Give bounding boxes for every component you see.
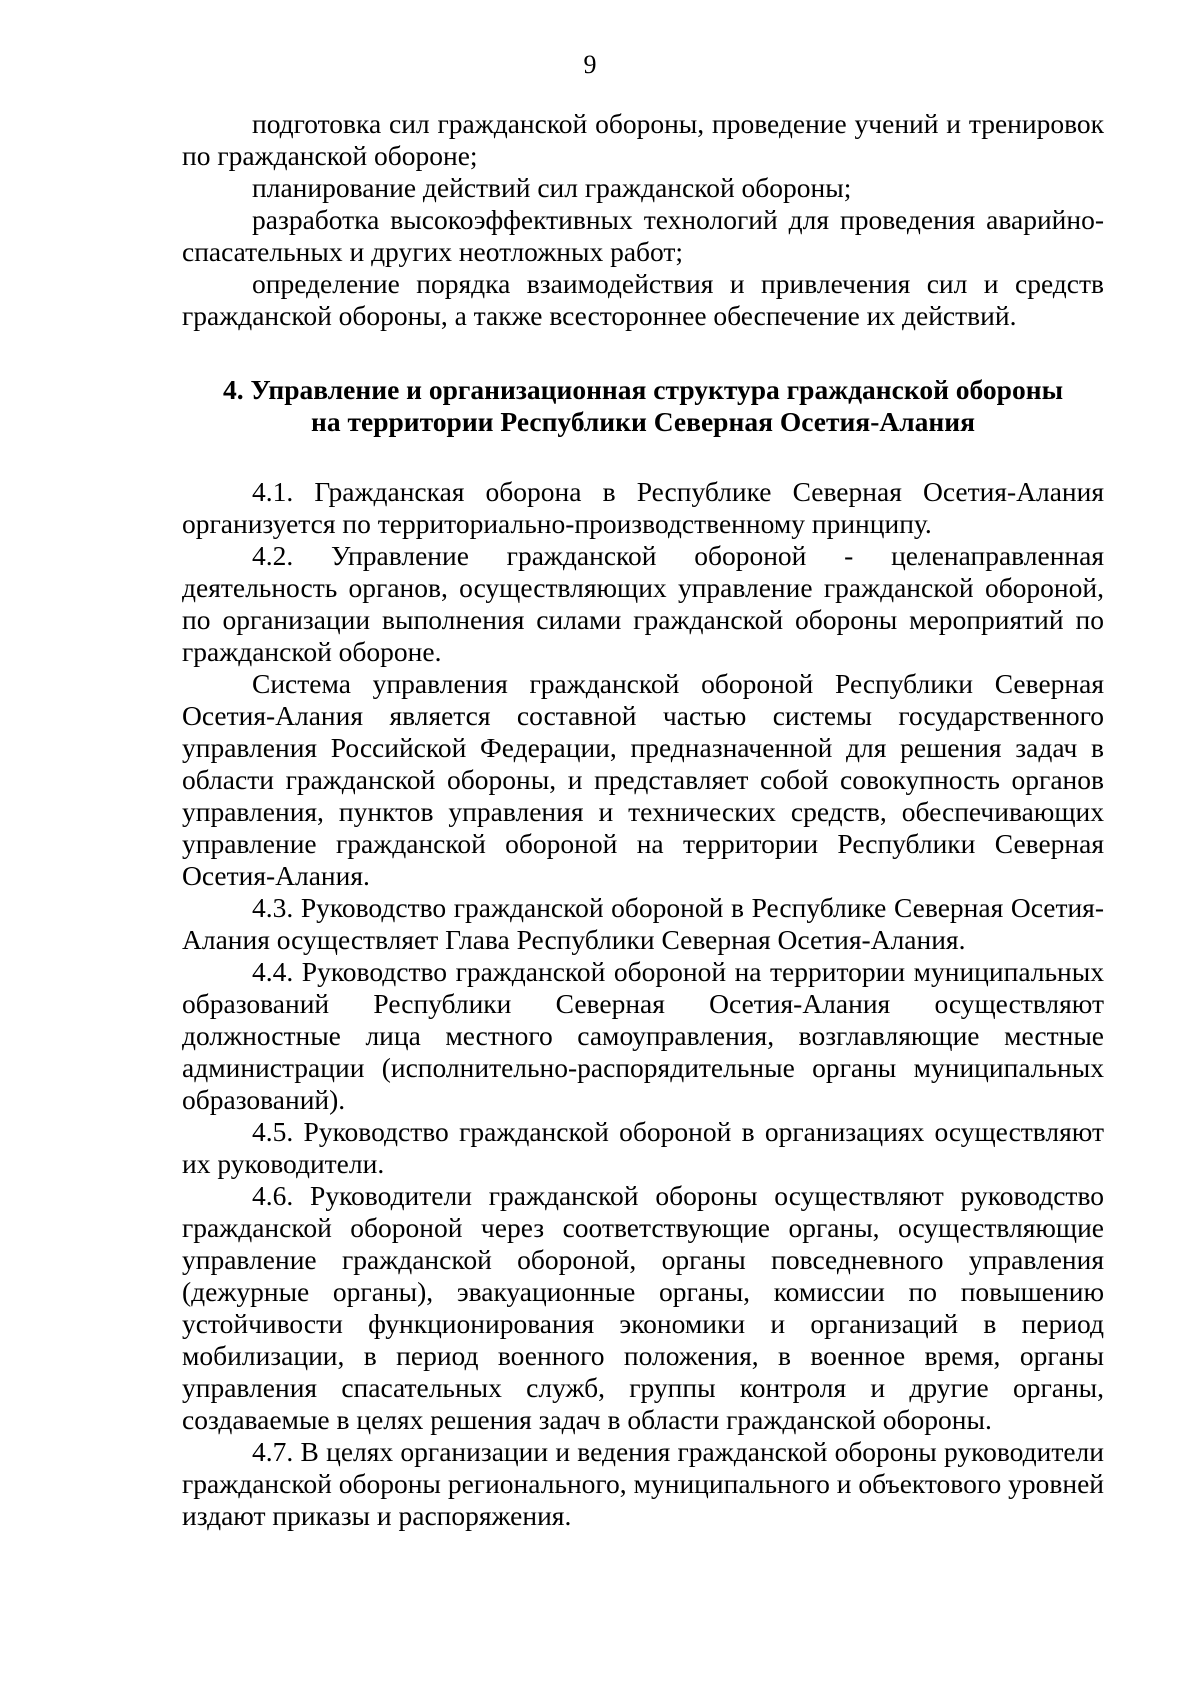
section-paragraph: 4.2. Управление гражданской обороной - целенаправленная деятельность органов, осуществляющих управление гражданской обороной, по организации выполнения силами гражданской обороны мероприятий по гражданской обороне. xyxy=(182,540,1104,667)
section-paragraph: 4.7. В целях организации и ведения гражданской обороны руководители гражданской обороны регионального, муниципального и объектового уровней издают приказы и распоряжения. xyxy=(182,1436,1104,1531)
page-number: 9 xyxy=(583,50,597,79)
intro-item: определение порядка взаимодействия и привлечения сил и средств гражданской обороны, а также всестороннее обеспечение их действий. xyxy=(182,268,1104,331)
section-paragraph: 4.6. Руководители гражданской обороны осуществляют руководство гражданской обороной через соответствующие органы, осуществляющие управление гражданской обороной, органы повседневного управления (дежурные органы), эвакуационные органы, комиссии по повышению устойчивости функционирования экономики и организаций в период мобилизации, в период военного положения, в военное время, органы управления спасательных служб, группы контроля и другие органы, создаваемые в целях решения задач в области гражданской обороны. xyxy=(182,1180,1104,1435)
section-heading-line: на территории Республики Северная Осетия-Алания xyxy=(311,406,975,437)
section-heading xyxy=(182,374,1104,438)
section-heading-line: 4. Управление и организационная структура гражданской обороны xyxy=(222,374,1064,405)
page-body xyxy=(182,108,1104,1532)
intro-item: планирование действий сил гражданской обороны; xyxy=(252,172,852,203)
section-paragraph: 4.4. Руководство гражданской обороной на территории муниципальных образований Республики Северная Осетия-Алания осуществляют должностные лица местного самоуправления, возглавляющие местные администрации (исполнительно-распорядительные органы муниципальных образований). xyxy=(182,956,1104,1115)
section-paragraph: Система управления гражданской обороной Республики Северная Осетия-Алания является составной частью системы государственного управления Российской Федерации, предназначенной для решения задач в области гражданской обороны, и представляет собой совокупность органов управления, пунктов управления и технических средств, обеспечивающих управление гражданской обороной на территории Республики Северная Осетия-Алания. xyxy=(182,668,1104,891)
intro-item: подготовка сил гражданской обороны, проведение учений и тренировок по гражданской обороне; xyxy=(182,108,1104,171)
intro-item: разработка высокоэффективных технологий для проведения аварийно-спасательных и других неотложных работ; xyxy=(182,204,1104,267)
section-paragraph: 4.5. Руководство гражданской обороной в организациях осуществляют их руководители. xyxy=(182,1116,1104,1179)
section-paragraph: 4.3. Руководство гражданской обороной в Республике Северная Осетия-Алания осуществляет Глава Республики Северная Осетия-Алания. xyxy=(182,892,1104,955)
section-paragraph: 4.1. Гражданская оборона в Республике Северная Осетия-Алания организуется по территориально-производственному принципу. xyxy=(182,476,1104,539)
